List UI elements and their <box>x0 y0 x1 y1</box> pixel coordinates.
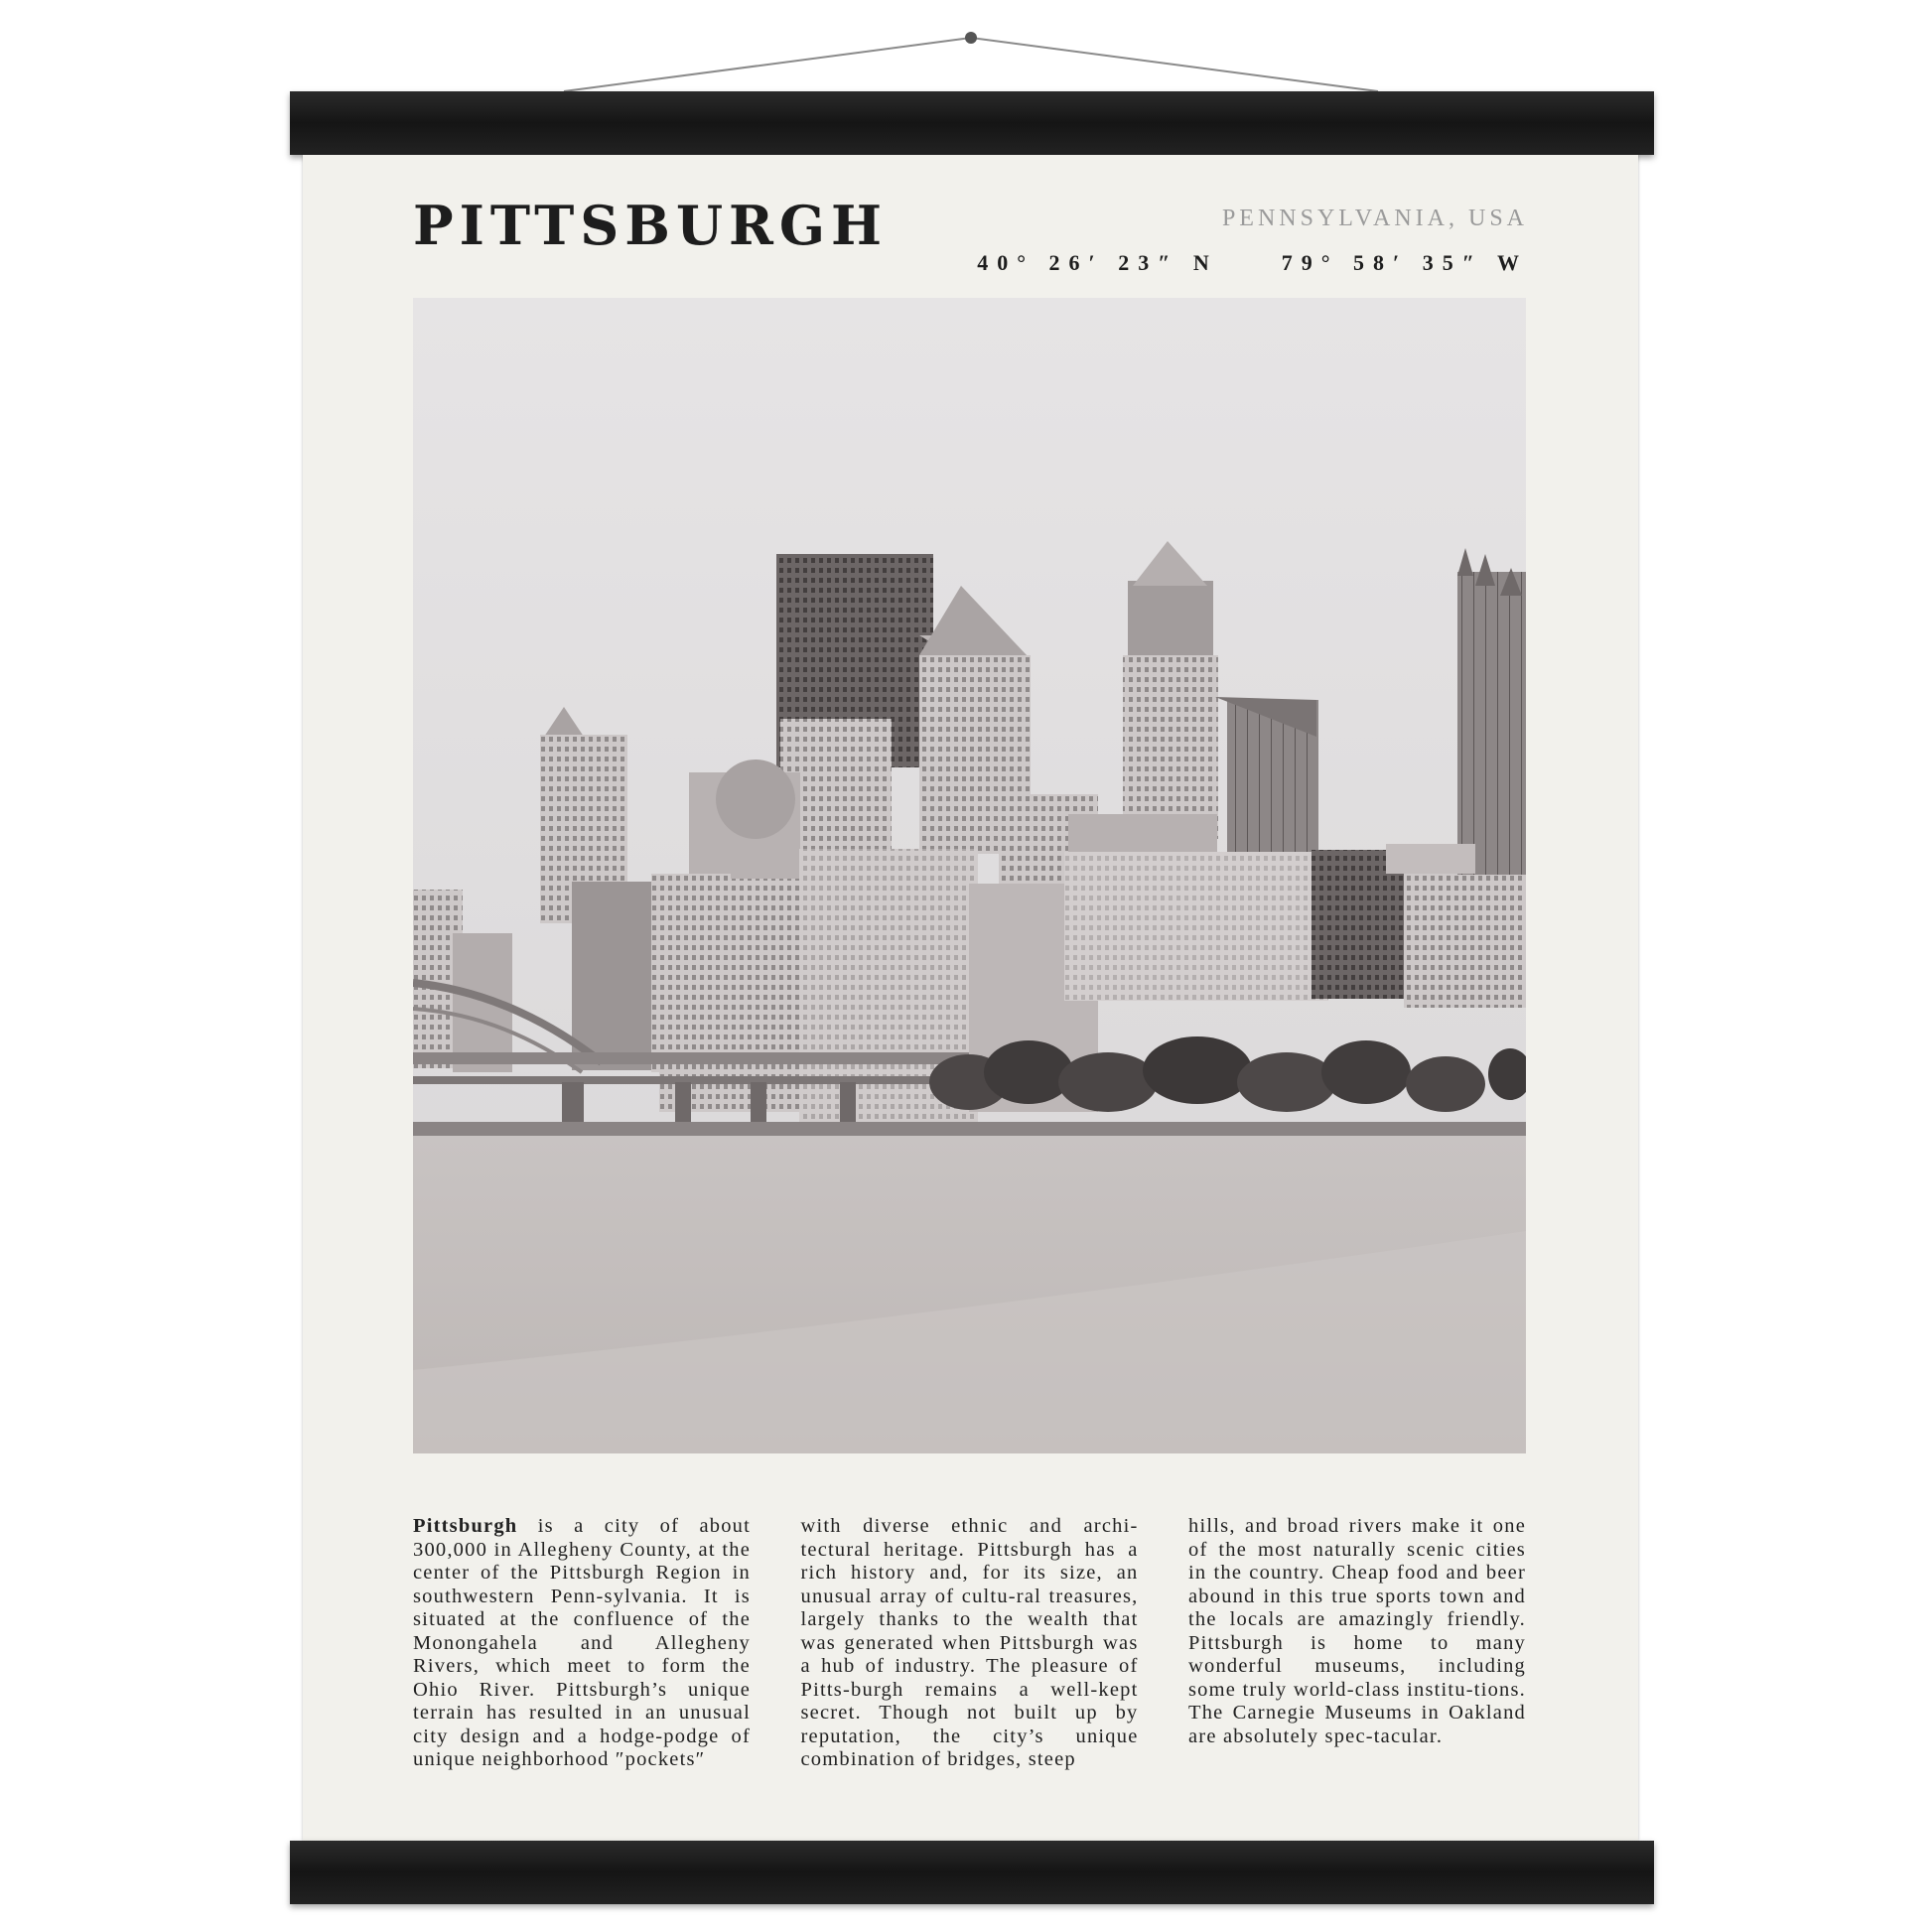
coordinates <box>977 252 1528 274</box>
longitude: 79° 58′ 35″ W <box>1281 250 1528 275</box>
description-column-2: with diverse ethnic and archi-tectural heritage. Pittsburgh has a rich history and, for its size, an unusual array of cultu-ral treasures, largely thanks to the wealth that was generated when Pittsburgh was a hub of industry. The pleasure of Pitts-burgh remains a well-kept secret. Though not built up by reputation, the city’s unique combination of bridges, steep <box>800 1515 1139 1770</box>
hanger-nail <box>965 32 977 44</box>
skyline-photo <box>413 298 1526 1453</box>
latitude: 40° 26′ 23″ N <box>977 250 1218 275</box>
description-lead: Pittsburgh <box>413 1515 518 1537</box>
description-column-1 <box>413 1515 751 1772</box>
top-hanger-rail <box>290 91 1654 155</box>
poster <box>303 155 1638 1841</box>
bottom-hanger-rail <box>290 1841 1654 1904</box>
region-label: PENNSYLVANIA, USA <box>1221 206 1528 231</box>
description-text <box>413 1515 1526 1772</box>
description-column-3: hills, and broad rivers make it one of the most naturally scenic cities in the country. Cheap food and beer abound in this true sports town and the locals are amazingly friendly. Pittsburgh is home to many wonderful museums, including some truly world-class institu-tions. The Carnegie Museums in Oakland are absolutely spec-tacular. <box>1188 1515 1526 1747</box>
poster-title: PITTSBURGH <box>413 194 889 257</box>
description-column-1-text: is a city of about 300,000 in Allegheny County, at the center of the Pittsburgh Region in southwestern Penn-sylvania. It is situated at the confluence of the Monongahela and Allegheny Rivers, which meet to form the Ohio River. Pittsburgh’s unique terrain has resulted in an unusual city design and a hodge-podge of unique neighborhood ″pockets″ <box>413 1515 751 1770</box>
